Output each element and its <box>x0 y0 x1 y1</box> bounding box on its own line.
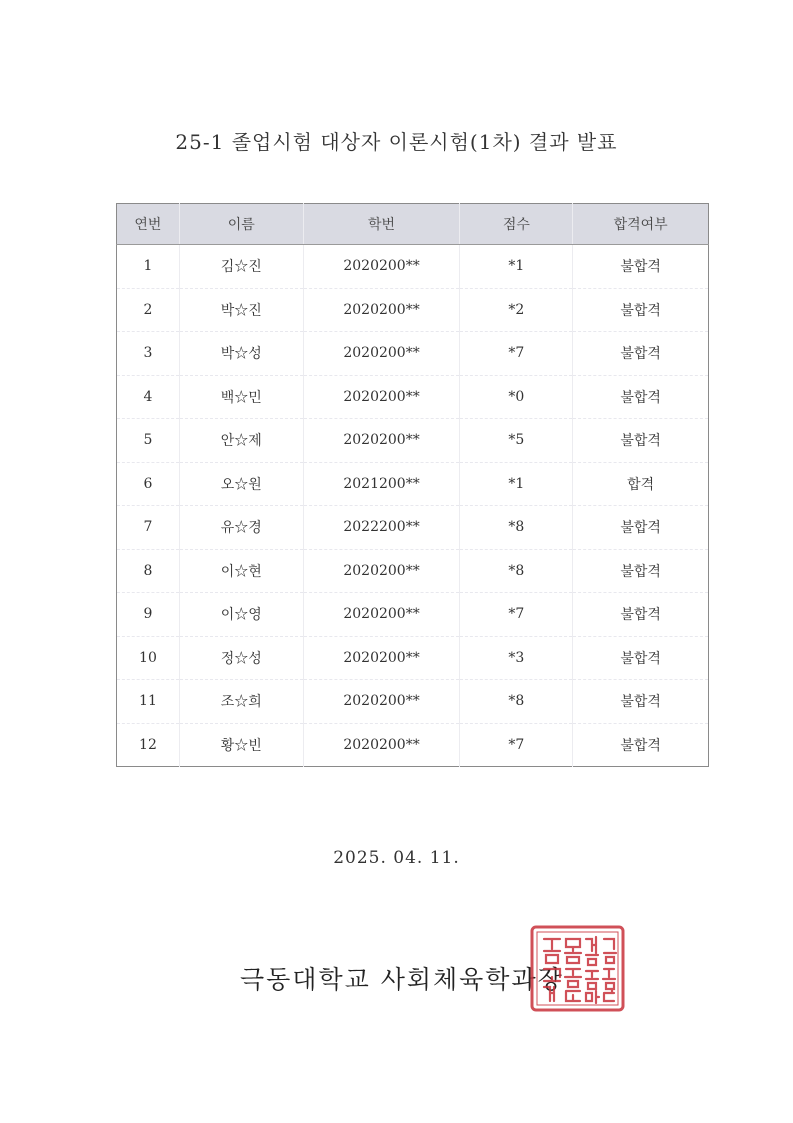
cell-result: 불합격 <box>573 506 709 550</box>
cell-score: *7 <box>460 593 573 637</box>
cell-no: 2 <box>117 288 180 332</box>
cell-student-id: 2021200** <box>303 462 460 506</box>
cell-result: 불합격 <box>573 723 709 767</box>
cell-no: 6 <box>117 462 180 506</box>
cell-score: *1 <box>460 245 573 289</box>
cell-no: 5 <box>117 419 180 463</box>
cell-no: 4 <box>117 375 180 419</box>
header-result: 합격여부 <box>573 204 709 245</box>
cell-no: 7 <box>117 506 180 550</box>
cell-no: 12 <box>139 736 157 753</box>
cell-name: 황☆빈 <box>179 723 303 767</box>
table-row <box>117 462 709 506</box>
announcement-date: 2025. 04. 11. <box>333 848 460 868</box>
cell-result: 불합격 <box>573 636 709 680</box>
cell-result: 불합격 <box>573 680 709 724</box>
cell-student-id: 2020200** <box>303 245 460 289</box>
cell-student-id: 2020200** <box>303 723 460 767</box>
cell-no: 3 <box>117 332 180 376</box>
cell-name: 안☆제 <box>179 419 303 463</box>
cell-score: *8 <box>460 549 573 593</box>
table-row <box>117 288 709 332</box>
cell-student-id: 2020200** <box>303 680 460 724</box>
cell-score: *7 <box>460 332 573 376</box>
cell-result: 불합격 <box>573 375 709 419</box>
table-row <box>117 549 709 593</box>
cell-student-id: 2020200** <box>303 419 460 463</box>
page-title: 25-1 졸업시험 대상자 이론시험(1차) 결과 발표 <box>175 130 618 154</box>
cell-result: 불합격 <box>573 419 709 463</box>
table-row <box>117 636 709 680</box>
table-row <box>117 419 709 463</box>
results-table <box>116 203 709 767</box>
cell-name: 이☆현 <box>179 549 303 593</box>
cell-student-id: 2020200** <box>303 549 460 593</box>
cell-score: *8 <box>460 506 573 550</box>
cell-name: 박☆성 <box>179 332 303 376</box>
cell-no: 10 <box>117 636 180 680</box>
cell-student-id: 2022200** <box>303 506 460 550</box>
cell-score: *1 <box>460 462 573 506</box>
table-row <box>117 723 709 767</box>
official-seal-stamp <box>530 925 625 1012</box>
cell-no: 11 <box>117 680 180 724</box>
table-row <box>117 593 709 637</box>
cell-name: 박☆진 <box>179 288 303 332</box>
cell-result: 합격 <box>573 462 709 506</box>
header-name: 이름 <box>179 204 303 245</box>
cell-name: 정☆성 <box>179 636 303 680</box>
table-row <box>117 506 709 550</box>
cell-student-id: 2020200** <box>303 593 460 637</box>
cell-student-id: 2020200** <box>303 375 460 419</box>
cell-name: 이☆영 <box>179 593 303 637</box>
cell-score: *3 <box>460 636 573 680</box>
cell-student-id: 2020200** <box>303 332 460 376</box>
cell-result: 불합격 <box>573 332 709 376</box>
cell-name: 김☆진 <box>179 245 303 289</box>
header-student-id: 학번 <box>303 204 460 245</box>
cell-score: *7 <box>460 723 573 767</box>
table-body <box>117 245 709 767</box>
table-row <box>117 332 709 376</box>
cell-no: 1 <box>117 245 180 289</box>
cell-result: 불합격 <box>573 245 709 289</box>
table-row <box>117 680 709 724</box>
cell-name: 오☆원 <box>179 462 303 506</box>
cell-score: *8 <box>460 680 573 724</box>
cell-name: 유☆경 <box>179 506 303 550</box>
cell-result: 불합격 <box>573 549 709 593</box>
cell-result: 불합격 <box>573 593 709 637</box>
cell-score: *2 <box>460 288 573 332</box>
cell-score: *0 <box>460 375 573 419</box>
cell-student-id: 2020200** <box>303 636 460 680</box>
table-row <box>117 245 709 289</box>
table-row <box>117 375 709 419</box>
cell-score: *5 <box>460 419 573 463</box>
cell-student-id: 2020200** <box>303 288 460 332</box>
cell-name: 조☆희 <box>179 680 303 724</box>
issuer-name: 극동대학교 사회체육학과장 <box>240 965 564 994</box>
cell-no: 8 <box>117 549 180 593</box>
header-score: 점수 <box>460 204 573 245</box>
cell-name: 백☆민 <box>179 375 303 419</box>
header-no: 연번 <box>117 204 180 245</box>
table-header-row <box>117 204 709 245</box>
cell-no: 9 <box>117 593 180 637</box>
cell-result: 불합격 <box>573 288 709 332</box>
